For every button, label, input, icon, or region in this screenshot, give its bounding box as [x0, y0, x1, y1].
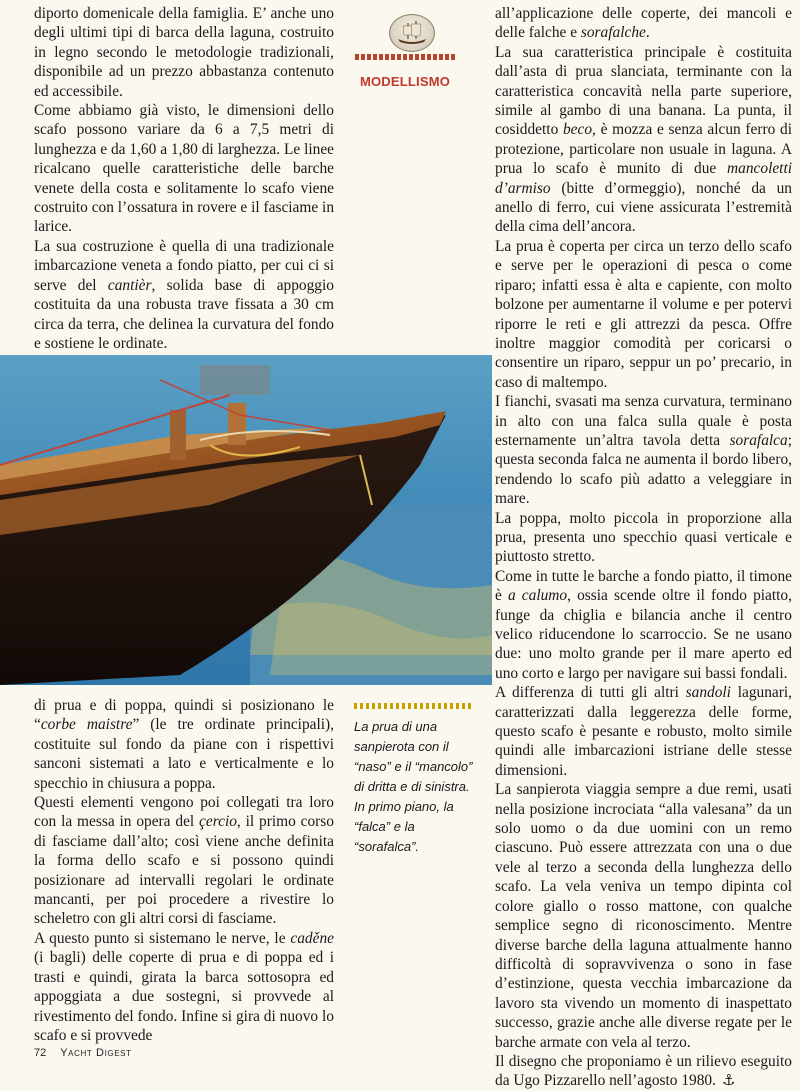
modellismo-logo [355, 14, 455, 89]
left-column-bottom [34, 696, 334, 1045]
anchor-end-icon: ⚓ [721, 1071, 736, 1090]
left-column-top [34, 4, 334, 373]
paragraph: di prua e di poppa, quindi si posizionano le “corbe maistre” (le tre ordinate principali), costituite sul fondo da piane con i rispettivi sanconi sistemati a lato e verticalmente e lo specchio in chiusura a poppa. [34, 697, 334, 792]
boat-bow-photo [0, 355, 492, 685]
publication-name: Yacht Digest [60, 1047, 132, 1059]
photo-caption: La prua di una sanpierota con il “naso” e il “mancolo” di dritta e di sinistra. In primo piano, la “falca” e la “sorafalca”. [354, 719, 473, 854]
paragraph: Il disegno che proponiamo è un rilievo eseguito da Ugo Pizzarello nell’agosto 1980. ⚓ [495, 1052, 792, 1090]
paragraph: La sanpierota viaggia sempre a due remi, usati nella posizione incrociata “alla valesana” da un solo uomo o da due uomini con un remo ciascuno. Può essere attrezzata con una o due vele al terzo a seconda della lunghezza dello scafo. La vela veniva un tempo dipinta col colore giallo o rosso mattone, con qualche semplice segno di riconoscimento. Mentre diverse barche della laguna attualmente hanno difficoltà di sopravvivenza o sono in fase d’estinzione, questa vecchia imbarcazione da lavoro sta vivendo un momento di inaspettato successo, grazie anche alle diverse regate per le barche armate con vela al terzo. [495, 781, 792, 1051]
right-column [495, 4, 792, 1091]
logo-rule [355, 54, 455, 60]
paragraph: A questo punto si sistemano le nerve, le caděne (i bagli) delle coperte di prua e di poppa ed i trasti e quindi, girata la barca sottosopra ed appoggiata a due sostegni, si provvede al rivestimento del fondo. Infine si gira di nuovo lo scafo e si provvede [34, 929, 334, 1044]
paragraph: A differenza di tutti gli altri sandoli lagunari, caratterizzati dalla leggerezza delle forme, questo scafo è pesante e robusto, molto simile quindi alle imbarcazioni istriane delle stesse dimensioni. [495, 684, 792, 779]
paragraph: all’applicazione delle coperte, dei mancoli e delle falche e sorafalche. [495, 5, 792, 42]
ship-in-bottle-icon [389, 14, 435, 52]
paragraph: Questi elementi vengono poi collegati tra loro con la messa in opera del çercio, il primo corso di fasciame dall’alto; così viene anche definita la forma dello scafo e si possono quindi posizionare ad intervalli regolari le ordinate mancanti, per poi procedere a rivestire lo scheletro con gli altri corsi di fasciame. [34, 794, 334, 928]
paragraph: diporto domenicale della famiglia. E’ anche uno degli ultimi tipi di barca della laguna, costruito in legno secondo le metodologie tradizionali, disponibile ad un prezzo abbastanza contenuto ed accessibile. [34, 5, 334, 100]
paragraph: La sua costruzione è quella di una tradizionale imbarcazione veneta a fondo piatto, per cui ci si serve del cantièr, solida base di appoggio costituita da una robusta trave fissata a 30 cm circa da terra, che delinea la curvatura del fondo e sostiene le ordinate. [34, 237, 334, 352]
paragraph: La poppa, molto piccola in proporzione alla prua, presenta uno specchio quasi verticale e piuttosto stretto. [495, 509, 792, 566]
paragraph: Come in tutte le barche a fondo piatto, il timone è a calumo, ossia scende oltre il fondo piatto, funge da chiglia e bilancia anche il centro velico riducendone lo scarroccio. Se ne usano due: uno molto grande per il mare aperto ed uno corto e largo per navigare sui bassi fondali. [495, 567, 792, 682]
paragraph: I fianchi, svasati ma senza curvatura, terminano in alto con una falca sulla quale è posta esternamente un’altra tavola detta sorafalca; questa seconda falca ne aumenta il bordo libero, rendendo lo scafo più adatto a veleggiare in mare. [495, 393, 792, 508]
caption-rule [354, 703, 474, 709]
paragraph: Come abbiamo già visto, le dimensioni dello scafo possono variare da 6 a 7,5 metri di lunghezza e da 1,60 a 1,80 di larghezza. Le linee ricalcano quelle caratteristiche delle barche venete della costa e solitamente lo scafo viene costruito con l’ossatura in rovere e il fasciame in larice. [34, 102, 335, 236]
section-label: MODELLISMO [359, 74, 451, 89]
paragraph: La sua caratteristica principale è costituita dall’asta di prua slanciata, terminante con la caratteristica concavità nella parte superiore, simile al gambo di una banana. La punta, il cosiddetto beco, è mozza e senza alcun ferro di protezione, particolare non usuale in laguna. A prua lo scafo è munito di due mancoletti d’armiso (bitte d’ormeggio), nonché da un anello di ferro, cui viene assicurata l’estremità della cima dell’ancora. [495, 43, 793, 236]
page-footer [34, 1047, 132, 1059]
page-number: 72 [34, 1047, 47, 1059]
paragraph: La prua è coperta per circa un terzo dello scafo e serve per le operazioni di pesca o come riparo; infatti essa è alta e capiente, con molto bolzone per aumentarne il volume e per potervi riporre le reti e gli attrezzi da pesca. Offre inoltre maggior comodità per coricarsi o consentire un riparo, seppur un po’ precario, in caso di maltempo. [495, 237, 792, 391]
